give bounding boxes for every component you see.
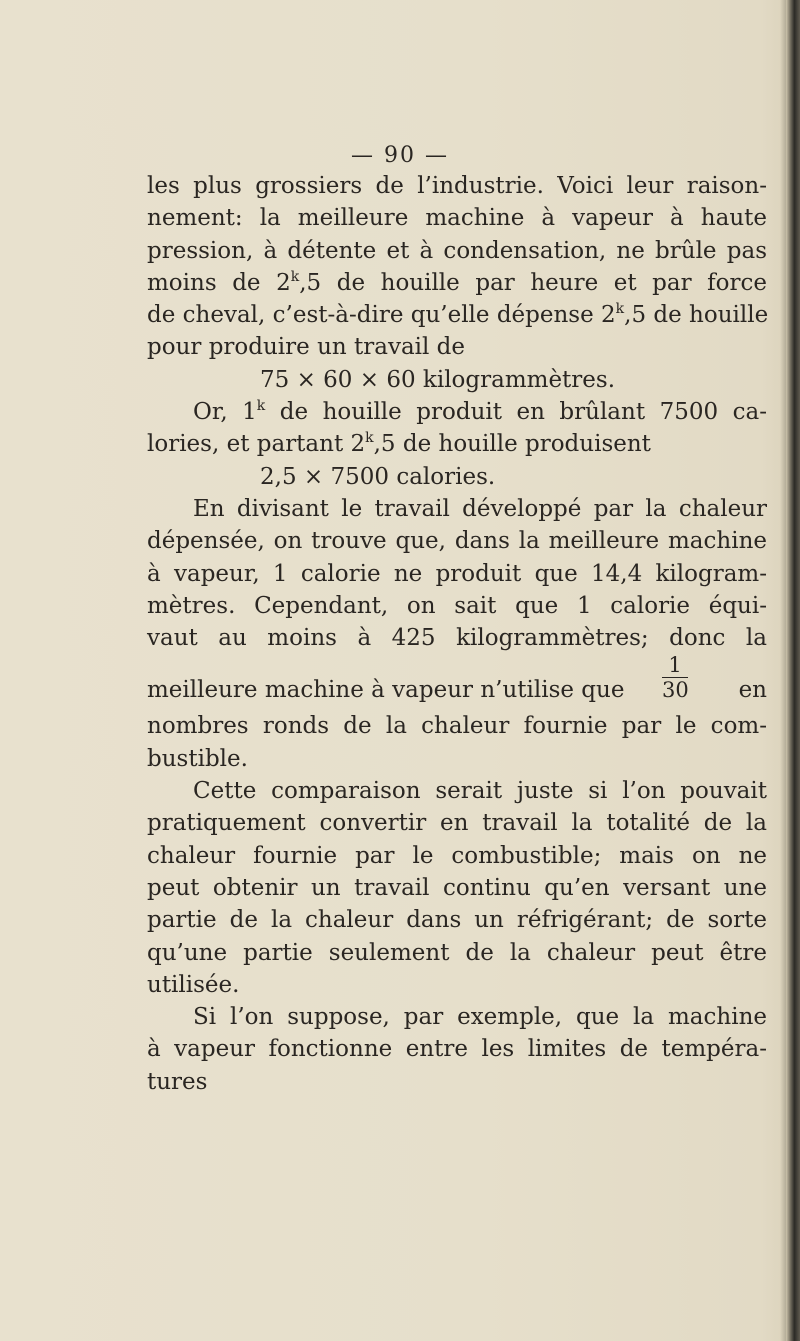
text-line: à vapeur, 1 calorie ne produit que 14,4 kilogram- xyxy=(147,560,767,587)
text-segment: meilleure machine à vapeur n’utilise que xyxy=(147,677,625,704)
text-line xyxy=(147,396,767,428)
body-text xyxy=(147,170,767,1098)
text-segment: ,5 de houille produisent xyxy=(373,431,651,458)
text-line: peut obtenir un travail continu qu’en versant une xyxy=(147,874,767,901)
text-line: pression, à détente et à condensation, ne brûle pas xyxy=(147,237,767,264)
text-line: mètres. Cependant, on sait que 1 calorie équi- xyxy=(147,592,767,619)
text-line xyxy=(147,299,767,331)
text-line-with-fraction xyxy=(147,654,767,710)
text-segment: moins de 2 xyxy=(147,269,291,296)
text-line: tures xyxy=(147,1068,208,1095)
text-line: partie de la chaleur dans un réfrigérant; de sorte xyxy=(147,907,767,934)
fraction xyxy=(662,654,688,701)
fraction-denominator: 30 xyxy=(662,678,689,703)
text-segment: en xyxy=(738,677,767,704)
fraction-numerator: 1 xyxy=(668,653,682,678)
unit-superscript: k xyxy=(290,268,300,285)
page-binding-edge xyxy=(786,0,800,1341)
text-segment: ,5 de houille par heure et par force xyxy=(299,269,768,296)
text-line: nement: la meilleure machine à vapeur à haute xyxy=(147,205,767,232)
unit-superscript: k xyxy=(615,301,625,318)
text-line: vaut au moins à 425 kilogrammètres; donc la xyxy=(147,625,767,652)
text-line: chaleur fournie par le combustible; mais on ne xyxy=(147,842,767,869)
unit-superscript: k xyxy=(256,398,266,415)
text-line xyxy=(147,428,767,460)
text-line: bustible. xyxy=(147,745,248,772)
text-line: à vapeur fonctionne entre les limites de tempéra- xyxy=(147,1036,767,1063)
text-line: les plus grossiers de l’industrie. Voici leur raison- xyxy=(147,173,767,199)
text-line xyxy=(147,267,767,299)
text-line: qu’une partie seulement de la chaleur peut être xyxy=(147,939,767,966)
text-line: utilisée. xyxy=(147,971,240,998)
text-segment: de houille produit en brûlant 7500 ca- xyxy=(265,399,767,426)
text-segment: Or, 1 xyxy=(193,399,257,426)
text-line: Si l’on suppose, par exemple, que la machine xyxy=(193,1004,767,1031)
formula-line: 75 × 60 × 60 kilogrammètres. xyxy=(260,366,616,393)
text-line: nombres ronds de la chaleur fournie par le com- xyxy=(147,713,767,740)
text-line: Cette comparaison serait juste si l’on pouvait xyxy=(193,778,767,805)
page-number: — 90 — xyxy=(351,143,449,168)
formula-line: 2,5 × 7500 calories. xyxy=(260,463,496,490)
text-segment: ,5 de houille xyxy=(624,302,769,329)
text-segment: de cheval, c’est-à-dire qu’elle dépense 2 xyxy=(147,302,616,329)
text-line: dépensée, on trouve que, dans la meilleure machine xyxy=(147,528,767,555)
text-line: En divisant le travail développé par la chaleur xyxy=(193,495,767,522)
text-segment: lories, et partant 2 xyxy=(147,431,366,458)
text-line: pratiquement convertir en travail la totalité de la xyxy=(147,810,767,837)
text-line: pour produire un travail de xyxy=(147,334,466,361)
unit-superscript: k xyxy=(365,430,374,447)
